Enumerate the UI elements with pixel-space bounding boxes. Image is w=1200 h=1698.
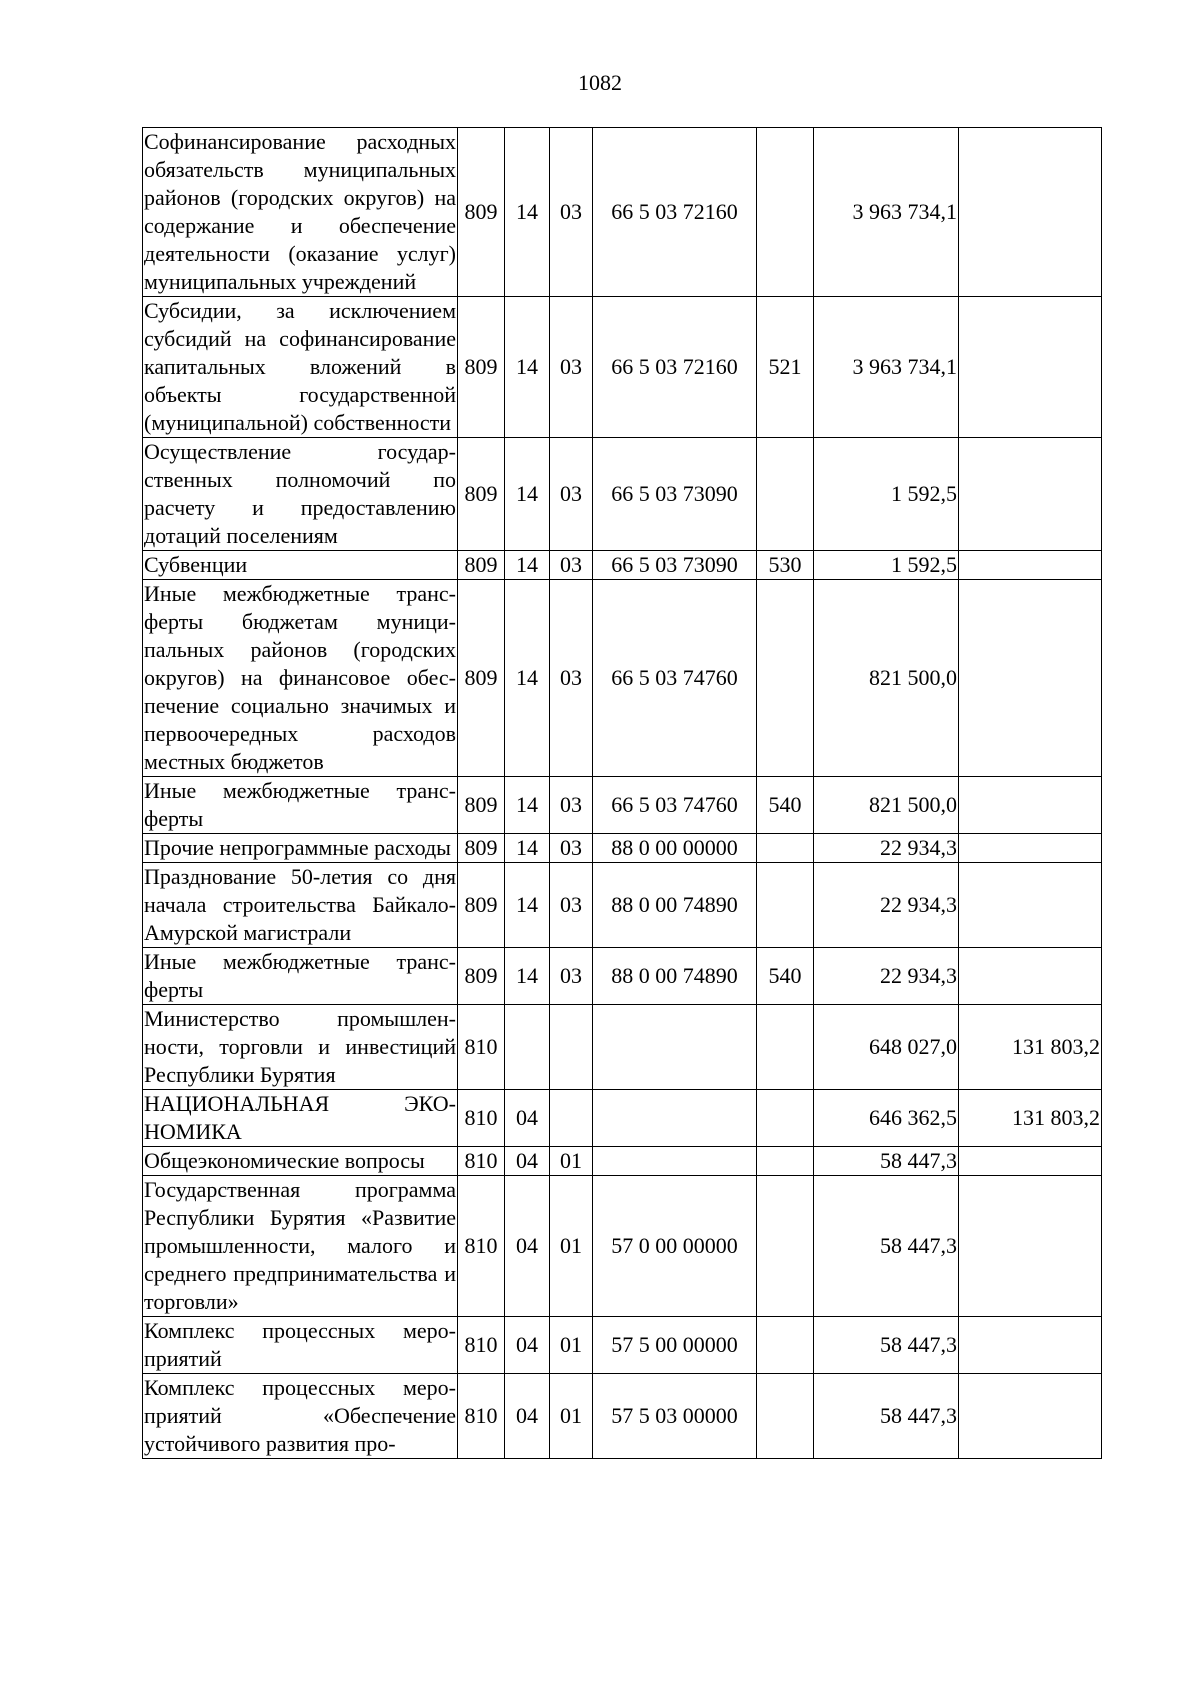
table-row (143, 1317, 1102, 1374)
subsection-code-cell: 03 (550, 297, 593, 438)
table-row (143, 1374, 1102, 1459)
amount-secondary-cell: 131 803,2 (959, 1090, 1102, 1147)
amount-cell: 821 500,0 (814, 777, 959, 834)
amount-cell: 821 500,0 (814, 580, 959, 777)
row-name-cell: НАЦИОНАЛЬНАЯ ЭКОНОМИКА (143, 1090, 458, 1147)
grbs-code-cell: 810 (458, 1147, 505, 1176)
grbs-code-cell: 809 (458, 834, 505, 863)
table-row (143, 1090, 1102, 1147)
subsection-code-cell: 03 (550, 863, 593, 948)
grbs-code-cell: 809 (458, 948, 505, 1005)
grbs-code-cell: 810 (458, 1005, 505, 1090)
amount-secondary-cell (959, 863, 1102, 948)
subsection-code-cell: 03 (550, 128, 593, 297)
amount-secondary-cell (959, 777, 1102, 834)
expense-type-cell: 540 (757, 948, 814, 1005)
amount-cell: 1 592,5 (814, 438, 959, 551)
target-article-cell (593, 1090, 757, 1147)
expense-type-cell: 521 (757, 297, 814, 438)
amount-secondary-cell: 131 803,2 (959, 1005, 1102, 1090)
expense-type-cell (757, 863, 814, 948)
amount-cell: 58 447,3 (814, 1374, 959, 1459)
target-article-cell: 57 5 03 00000 (593, 1374, 757, 1459)
subsection-code-cell: 03 (550, 948, 593, 1005)
section-code-cell: 14 (505, 580, 550, 777)
target-article-cell: 88 0 00 74890 (593, 863, 757, 948)
amount-cell: 22 934,3 (814, 948, 959, 1005)
subsection-code-cell (550, 1090, 593, 1147)
target-article-cell: 66 5 03 72160 (593, 128, 757, 297)
section-code-cell: 14 (505, 297, 550, 438)
row-name-cell: Общеэкономические вопросы (143, 1147, 458, 1176)
amount-secondary-cell (959, 580, 1102, 777)
subsection-code-cell: 03 (550, 777, 593, 834)
table-row (143, 863, 1102, 948)
row-name-cell: Прочие непрограммные расходы (143, 834, 458, 863)
grbs-code-cell: 809 (458, 863, 505, 948)
amount-secondary-cell (959, 438, 1102, 551)
amount-secondary-cell (959, 551, 1102, 580)
amount-secondary-cell (959, 948, 1102, 1005)
subsection-code-cell: 01 (550, 1176, 593, 1317)
budget-table-body (143, 128, 1102, 1459)
expense-type-cell: 540 (757, 777, 814, 834)
amount-secondary-cell (959, 1374, 1102, 1459)
section-code-cell: 14 (505, 863, 550, 948)
subsection-code-cell: 03 (550, 580, 593, 777)
row-name-cell: Комплекс процессных мероприятий (143, 1317, 458, 1374)
grbs-code-cell: 810 (458, 1090, 505, 1147)
row-name-cell: Осуществление государственных полномочий по расчету и предоставлению дотаций поселениям (143, 438, 458, 551)
target-article-cell: 66 5 03 74760 (593, 777, 757, 834)
grbs-code-cell: 809 (458, 128, 505, 297)
expense-type-cell (757, 580, 814, 777)
row-name-cell: Иные межбюджетные трансферты (143, 777, 458, 834)
subsection-code-cell: 01 (550, 1317, 593, 1374)
row-name-cell: Празднование 50-летия со дня начала строительства Байкало-Амурской магистрали (143, 863, 458, 948)
amount-cell: 22 934,3 (814, 863, 959, 948)
section-code-cell: 04 (505, 1090, 550, 1147)
amount-cell: 648 027,0 (814, 1005, 959, 1090)
amount-cell: 58 447,3 (814, 1147, 959, 1176)
table-row (143, 834, 1102, 863)
table-row (143, 128, 1102, 297)
budget-table (142, 127, 1102, 1459)
subsection-code-cell: 01 (550, 1374, 593, 1459)
table-row (143, 580, 1102, 777)
expense-type-cell (757, 1005, 814, 1090)
target-article-cell (593, 1147, 757, 1176)
row-name-cell: Государственная программа Республики Бурятия «Развитие промышленности, малого и среднего предпринимательства и торговли» (143, 1176, 458, 1317)
subsection-code-cell: 03 (550, 834, 593, 863)
amount-secondary-cell (959, 1317, 1102, 1374)
grbs-code-cell: 809 (458, 580, 505, 777)
amount-cell: 22 934,3 (814, 834, 959, 863)
target-article-cell: 66 5 03 72160 (593, 297, 757, 438)
grbs-code-cell: 809 (458, 777, 505, 834)
row-name-cell: Иные межбюджетные трансферты бюджетам муниципальных районов (городских округов) на финансовое обеспечение социально значимых и первоочередных расходов местных бюджетов (143, 580, 458, 777)
section-code-cell: 14 (505, 128, 550, 297)
table-row (143, 948, 1102, 1005)
amount-cell: 1 592,5 (814, 551, 959, 580)
amount-cell: 646 362,5 (814, 1090, 959, 1147)
target-article-cell: 66 5 03 74760 (593, 580, 757, 777)
grbs-code-cell: 809 (458, 438, 505, 551)
target-article-cell: 66 5 03 73090 (593, 551, 757, 580)
target-article-cell: 88 0 00 00000 (593, 834, 757, 863)
expense-type-cell (757, 1374, 814, 1459)
amount-secondary-cell (959, 1176, 1102, 1317)
target-article-cell: 57 5 00 00000 (593, 1317, 757, 1374)
subsection-code-cell: 01 (550, 1147, 593, 1176)
grbs-code-cell: 810 (458, 1176, 505, 1317)
subsection-code-cell: 03 (550, 551, 593, 580)
expense-type-cell (757, 1317, 814, 1374)
amount-secondary-cell (959, 834, 1102, 863)
expense-type-cell: 530 (757, 551, 814, 580)
expense-type-cell (757, 1176, 814, 1317)
target-article-cell: 66 5 03 73090 (593, 438, 757, 551)
section-code-cell: 14 (505, 834, 550, 863)
row-name-cell: Иные межбюджетные трансферты (143, 948, 458, 1005)
section-code-cell: 14 (505, 438, 550, 551)
grbs-code-cell: 810 (458, 1317, 505, 1374)
target-article-cell: 57 0 00 00000 (593, 1176, 757, 1317)
expense-type-cell (757, 128, 814, 297)
row-name-cell: Софинансирование расходных обязательств муниципальных районов (городских округов) на содержание и обеспечение деятельности (оказание услуг) муниципальных учреждений (143, 128, 458, 297)
expense-type-cell (757, 438, 814, 551)
table-row (143, 1005, 1102, 1090)
row-name-cell: Комплекс процессных мероприятий «Обеспечение устойчивого развития про- (143, 1374, 458, 1459)
target-article-cell (593, 1005, 757, 1090)
expense-type-cell (757, 1090, 814, 1147)
table-row (143, 777, 1102, 834)
table-row (143, 297, 1102, 438)
table-row (143, 1176, 1102, 1317)
table-row (143, 1147, 1102, 1176)
subsection-code-cell: 03 (550, 438, 593, 551)
amount-cell: 3 963 734,1 (814, 297, 959, 438)
amount-cell: 58 447,3 (814, 1317, 959, 1374)
expense-type-cell (757, 834, 814, 863)
amount-cell: 3 963 734,1 (814, 128, 959, 297)
amount-secondary-cell (959, 297, 1102, 438)
grbs-code-cell: 809 (458, 551, 505, 580)
subsection-code-cell (550, 1005, 593, 1090)
section-code-cell: 04 (505, 1374, 550, 1459)
row-name-cell: Субсидии, за исключением субсидий на софинансирование капитальных вложений в объекты государственной (муниципальной) собственности (143, 297, 458, 438)
amount-secondary-cell (959, 128, 1102, 297)
section-code-cell: 04 (505, 1317, 550, 1374)
table-row (143, 551, 1102, 580)
section-code-cell: 14 (505, 948, 550, 1005)
section-code-cell: 14 (505, 777, 550, 834)
table-row (143, 438, 1102, 551)
section-code-cell: 04 (505, 1147, 550, 1176)
grbs-code-cell: 809 (458, 297, 505, 438)
target-article-cell: 88 0 00 74890 (593, 948, 757, 1005)
section-code-cell: 04 (505, 1176, 550, 1317)
row-name-cell: Субвенции (143, 551, 458, 580)
amount-secondary-cell (959, 1147, 1102, 1176)
section-code-cell (505, 1005, 550, 1090)
page-number: 1082 (578, 70, 622, 95)
row-name-cell: Министерство промышленности, торговли и инвестиций Республики Бурятия (143, 1005, 458, 1090)
expense-type-cell (757, 1147, 814, 1176)
grbs-code-cell: 810 (458, 1374, 505, 1459)
amount-cell: 58 447,3 (814, 1176, 959, 1317)
section-code-cell: 14 (505, 551, 550, 580)
